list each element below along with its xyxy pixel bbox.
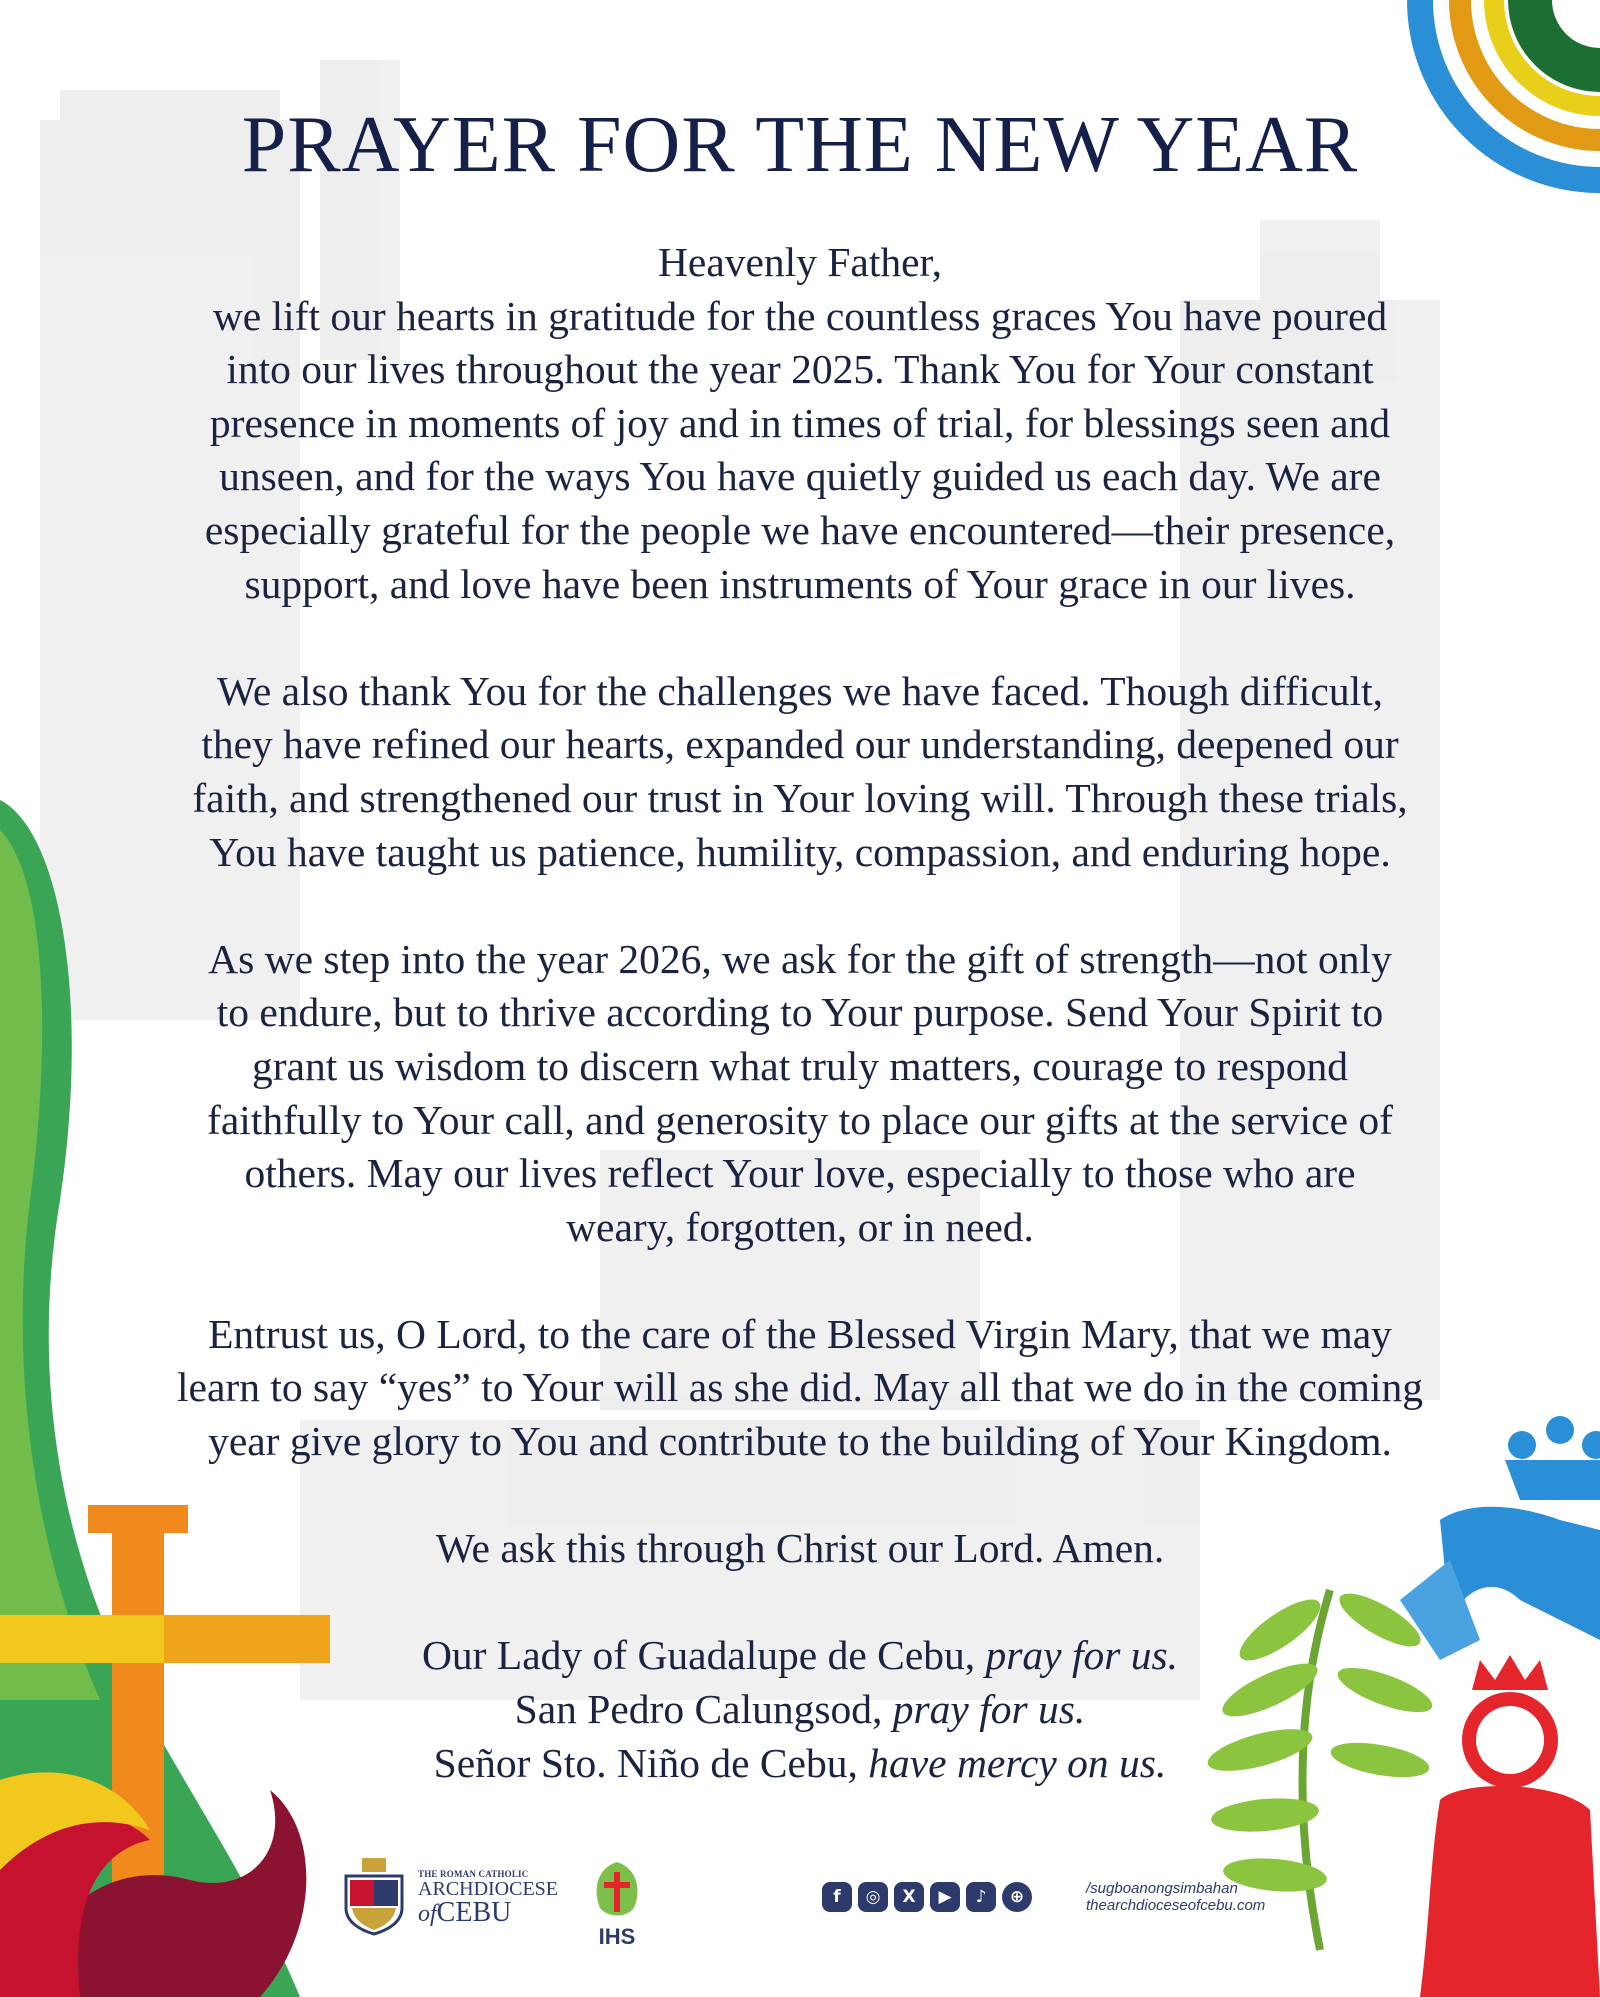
- prayer-line: learn to say “yes” to Your will as she did. May all that we do in the coming: [177, 1364, 1423, 1411]
- website-globe-icon[interactable]: ⊕: [1002, 1882, 1032, 1912]
- prayer-line: year give glory to You and contribute to the building of Your Kingdom.: [208, 1418, 1392, 1465]
- prayer-line: weary, forgotten, or in need.: [566, 1203, 1034, 1250]
- invocation-line: [90, 1683, 1510, 1737]
- archdiocese-line2: ARCHDIOCESE: [418, 1878, 559, 1900]
- archdiocese-seal-icon: [338, 1858, 410, 1936]
- prayer-line: others. May our lives reflect Your love, especially to those who are: [244, 1150, 1356, 1197]
- prayer-body: [90, 236, 1510, 1790]
- invocation-line: [90, 1737, 1510, 1791]
- page-title: PRAYER FOR THE NEW YEAR: [241, 101, 1359, 189]
- prayer-paragraph-4: [90, 1308, 1510, 1469]
- x-twitter-icon[interactable]: X: [894, 1882, 924, 1912]
- prayer-paragraph-2: [90, 665, 1510, 879]
- invocation-name: Our Lady of Guadalupe de Cebu,: [421, 1632, 986, 1679]
- archdiocese-line3: CEBU: [436, 1897, 512, 1928]
- archdiocese-of: of: [418, 1901, 437, 1927]
- prayer-line: As we step into the year 2026, we ask for the gift of strength—not only: [208, 935, 1392, 982]
- prayer-line: Entrust us, O Lord, to the care of the Blessed Virgin Mary, that we may: [208, 1310, 1392, 1357]
- invocation-response: pray for us.: [985, 1632, 1179, 1679]
- prayer-line: faith, and strengthened our trust in Your loving will. Through these trials,: [192, 774, 1408, 821]
- social-handle-block: [1086, 1880, 1265, 1914]
- tiktok-icon[interactable]: ♪: [966, 1882, 996, 1912]
- invocation-response: have mercy on us.: [868, 1739, 1167, 1786]
- invocation-response: pray for us.: [892, 1686, 1086, 1733]
- archdiocese-line3-wrap: [418, 1899, 558, 1927]
- ihs-emblem-icon: [588, 1858, 646, 1920]
- prayer-line: we lift our hearts in gratitude for the countless graces You have poured: [212, 292, 1388, 339]
- invocation-name: Señor Sto. Niño de Cebu,: [433, 1739, 869, 1786]
- prayer-line: You have taught us patience, humility, compassion, and enduring hope.: [209, 828, 1391, 875]
- prayer-line: they have refined our hearts, expanded our understanding, deepened our: [201, 721, 1399, 768]
- ihs-label: IHS: [598, 1924, 636, 1949]
- prayer-line: into our lives throughout the year 2025. Thank You for Your constant: [226, 346, 1374, 393]
- prayer-line: presence in moments of joy and in times of trial, for blessings seen and: [209, 399, 1391, 446]
- social-handle[interactable]: /sugboanongsimbahan: [1086, 1880, 1238, 1897]
- prayer-line: grant us wisdom to discern what truly matters, courage to respond: [251, 1042, 1349, 1089]
- prayer-paragraph-1: [90, 236, 1510, 611]
- closing-line: We ask this through Christ our Lord. Amen.: [435, 1525, 1165, 1572]
- prayer-line: especially grateful for the people we have encountered—their presence,: [204, 506, 1396, 553]
- prayer-line: Heavenly Father,: [657, 239, 943, 285]
- invocations: [90, 1629, 1510, 1790]
- invocation-name: San Pedro Calungsod,: [514, 1686, 893, 1733]
- website-link[interactable]: thearchdioceseofcebu.com: [1086, 1897, 1266, 1914]
- prayer-closing: [90, 1522, 1510, 1576]
- prayer-line: to endure, but to thrive according to Your purpose. Send Your Spirit to: [216, 989, 1384, 1036]
- archdiocese-logo-text: [418, 1870, 558, 1927]
- invocation-line: [90, 1629, 1510, 1683]
- instagram-icon[interactable]: ◎: [858, 1882, 888, 1912]
- archdiocese-line1: THE ROMAN CATHOLIC: [418, 1869, 529, 1879]
- facebook-icon[interactable]: f: [822, 1882, 852, 1912]
- prayer-line: faithfully to Your call, and generosity to place our gifts at the service of: [207, 1096, 1393, 1143]
- prayer-paragraph-3: [90, 933, 1510, 1255]
- youtube-icon[interactable]: ▶: [930, 1882, 960, 1912]
- prayer-line: unseen, and for the ways You have quietly guided us each day. We are: [219, 453, 1381, 500]
- prayer-line: We also thank You for the challenges we have faced. Though difficult,: [216, 667, 1384, 714]
- prayer-line: support, and love have been instruments of Your grace in our lives.: [244, 560, 1356, 607]
- social-links: [822, 1882, 1032, 1912]
